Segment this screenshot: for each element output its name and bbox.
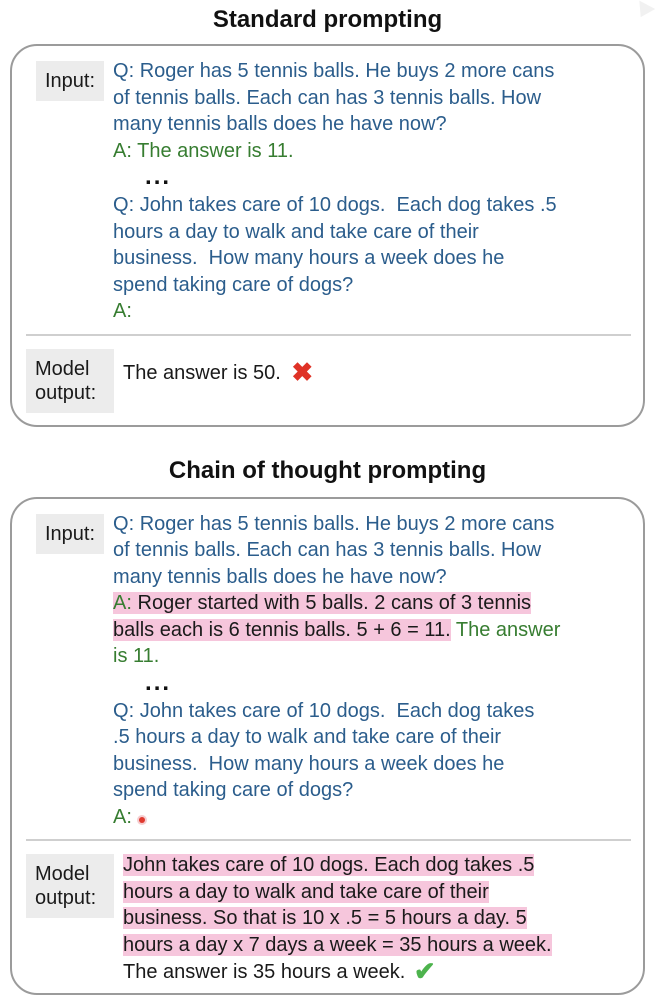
text-line: [113, 138, 633, 165]
text-line: [113, 590, 633, 617]
prompt-box: [10, 44, 645, 427]
text-line: [123, 905, 633, 932]
answer-prompt: A:: [113, 805, 132, 828]
answer-text: is 11.: [113, 645, 160, 667]
text-line: [113, 643, 633, 670]
text-line: [113, 511, 633, 538]
highlighted-reasoning: John takes care of 10 dogs. Each dog takes .5: [123, 854, 535, 876]
ellipsis: ...: [145, 163, 172, 190]
text-line: [113, 111, 633, 138]
text-line: [113, 219, 633, 246]
question-text: .5 hours a day to walk and take care of their: [113, 726, 502, 748]
input-label: Input:: [36, 514, 104, 554]
prompt-box: [10, 497, 645, 995]
text-line: [113, 564, 633, 591]
output-section: [24, 849, 633, 986]
text-line: [123, 879, 633, 906]
text-line: [113, 164, 633, 192]
highlighted-reasoning: balls each is 6 tennis balls. 5 + 6 = 11.: [113, 618, 451, 641]
question-text: Q: John takes care of 10 dogs. Each dog takes .5: [113, 194, 557, 216]
model-output-label: Model output:: [26, 854, 114, 918]
text-line: [113, 192, 633, 219]
text-line: [113, 804, 633, 831]
text-line: [113, 298, 633, 325]
output-content: [123, 356, 633, 387]
text-line: [123, 852, 633, 879]
text-line: [123, 356, 633, 387]
highlighted-reasoning: Roger started with 5 balls. 2 cans of 3 tennis: [137, 592, 532, 614]
text-line: [113, 617, 633, 644]
question-text: spend taking care of dogs?: [113, 779, 354, 801]
model-answer-text: The answer is 50.: [123, 361, 287, 384]
cursor-dot: [139, 817, 145, 823]
text-line: [113, 58, 633, 85]
text-line: [113, 245, 633, 272]
question-text: business. How many hours a week does he: [113, 752, 505, 775]
model-output-label: Model output:: [26, 349, 114, 413]
input-section: [24, 58, 633, 325]
question-text: spend taking care of dogs?: [113, 273, 354, 296]
panel-standard-prompting: [0, 0, 655, 427]
divider: [26, 839, 631, 841]
question-text: many tennis balls does he have now?: [113, 565, 447, 588]
text-line: [113, 537, 633, 564]
text-line: [123, 932, 633, 959]
text-line: [113, 272, 633, 299]
text-line: [113, 698, 633, 725]
text-line: [123, 958, 633, 986]
question-text: of tennis balls. Each can has 3 tennis balls. How: [113, 539, 542, 561]
cross-icon: ✖: [291, 356, 314, 387]
output-content: [123, 852, 633, 986]
question-text: of tennis balls. Each can has 3 tennis balls. How: [113, 86, 542, 109]
question-text: Q: Roger has 5 tennis balls. He buys 2 more cans: [113, 60, 555, 82]
answer-text: The answer: [450, 618, 561, 641]
input-content: [113, 58, 633, 325]
input-content: [113, 511, 633, 831]
input-label: Input:: [36, 61, 104, 101]
highlighted-reasoning: hours a day x 7 days a week = 35 hours a week.: [123, 933, 552, 956]
input-section: [24, 511, 633, 831]
check-icon: ✔: [413, 956, 436, 986]
text-line: [113, 85, 633, 112]
divider: [26, 334, 631, 336]
question-text: Q: Roger has 5 tennis balls. He buys 2 more cans: [113, 512, 555, 535]
question-text: hours a day to walk and take care of their: [113, 220, 479, 243]
question-text: many tennis balls does he have now?: [113, 113, 447, 135]
text-line: [113, 777, 633, 804]
question-text: business. How many hours a week does he: [113, 247, 505, 269]
answer-prompt: A:: [113, 592, 138, 614]
text-line: [113, 724, 633, 751]
highlighted-reasoning: business. So that is 10 x .5 = 5 hours a day. 5: [123, 907, 527, 929]
model-answer-text: The answer is 35 hours a week.: [123, 961, 411, 983]
panel-chain-of-thought-prompting: [0, 456, 655, 995]
output-section: [24, 344, 633, 413]
ellipsis: ...: [145, 668, 172, 696]
question-text: Q: John takes care of 10 dogs. Each dog takes: [113, 699, 535, 722]
answer-text: A: The answer is 11.: [113, 139, 294, 162]
panel-title: Chain of thought prompting: [168, 456, 487, 484]
panel-title: Standard prompting: [212, 6, 443, 33]
text-line: [113, 751, 633, 778]
highlighted-reasoning: hours a day to walk and take care of their: [123, 880, 489, 903]
answer-prompt: A:: [113, 300, 132, 322]
text-line: [113, 670, 633, 698]
